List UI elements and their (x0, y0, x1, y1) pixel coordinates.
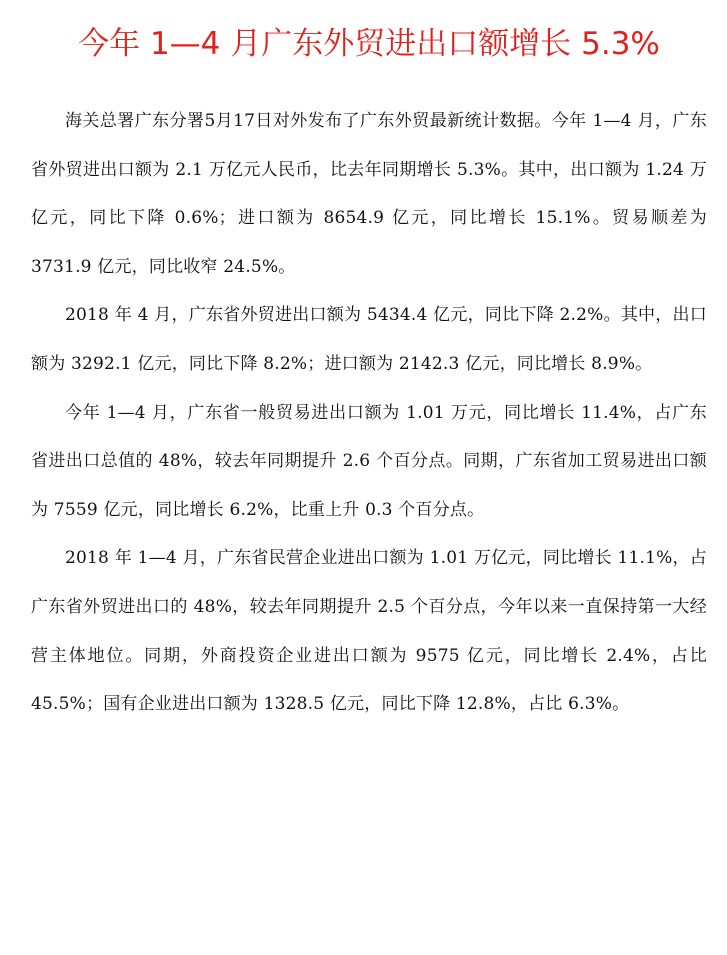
paragraph-4: 2018 年 1—4 月，广东省民营企业进出口额为 1.01 万亿元，同比增长 11.1%，占广东省外贸进出口的 48%，较去年同期提升 2.5 个百分点，今年以来一直保持第一大经营主体地位。同期，外商投资企业进出口额为 9575 亿元，同比增长 2.4%，占比 45.5%；国有企业进出口额为 1328.5 亿元，同比下降 12.8%，占比 6.3%。 (31, 548, 707, 715)
paragraph-1: 海关总署广东分署5月17日对外发布了广东外贸最新统计数据。今年 1—4 月，广东省外贸进出口额为 2.1 万亿元人民币，比去年同期增长 5.3%。其中，出口额为 1.24 万亿元，同比下降 0.6%；进口额为 8654.9 亿元，同比增长 15.1%。贸易顺差为 3731.9 亿元，同比收窄 24.5%。 (31, 111, 707, 277)
document-body (31, 97, 707, 729)
paragraph-3: 今年 1—4 月，广东省一般贸易进出口额为 1.01 万元，同比增长 11.4%，占广东省进出口总值的 48%，较去年同期提升 2.6 个百分点。同期，广东省加工贸易进出口额为 7559 亿元，同比增长 6.2%，比重上升 0.3 个百分点。 (31, 402, 707, 520)
paragraph-2: 2018 年 4 月，广东省外贸进出口额为 5434.4 亿元，同比下降 2.2%。其中，出口额为 3292.1 亿元，同比下降 8.2%；进口额为 2142.3 亿元，同比增长 8.9%。 (31, 305, 707, 374)
document-title: 今年 1—4 月广东外贸进出口额增长 5.3% (78, 26, 660, 62)
